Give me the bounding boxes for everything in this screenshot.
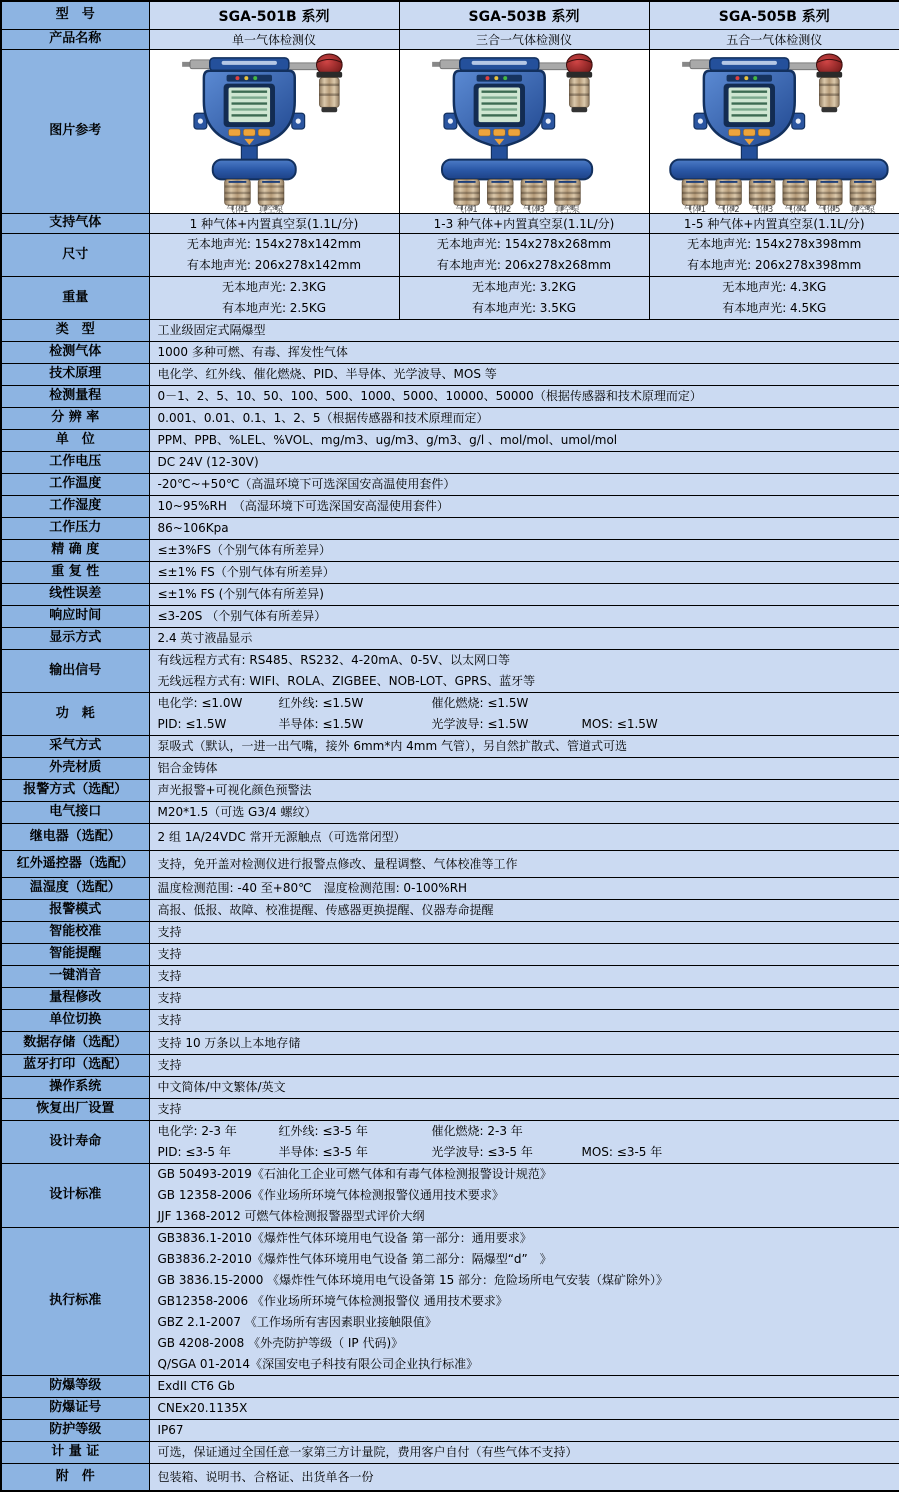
spec-text: 2.4 英寸液晶显示 xyxy=(158,628,892,649)
spec-label-unit-switch: 单位切换 xyxy=(1,1010,149,1032)
spec-text: GB 12358-2006《作业场所环境气体检测报警仪通用技术要求》 xyxy=(158,1185,892,1206)
spec-value-display xyxy=(149,628,899,650)
weight-row-text: 有本地声光: 3.5KG xyxy=(472,298,576,319)
device-neck xyxy=(241,146,257,160)
spec-value-resolution xyxy=(149,408,899,430)
spec-text: 有线远程方式有: RS485、RS232、4-20mA、0-5V、以太网口等 xyxy=(158,650,892,671)
spec-label-temp: 工作温度 xyxy=(1,474,149,496)
weight-row-text: 有本地声光: 4.5KG xyxy=(722,298,826,319)
gas-row-text: 1 种气体+内置真空泵(1.1L/分) xyxy=(150,215,399,232)
spec-value-pressure xyxy=(149,518,899,540)
spec-text: 包装箱、说明书、合格证、出货单各一份 xyxy=(158,1467,892,1488)
spec-text: 温度检测范围: -40 至+80℃ 湿度检测范围: 0-100%RH xyxy=(158,878,892,899)
table-row xyxy=(1,1010,899,1032)
spec-text: 红外线: ≤3-5 年 xyxy=(279,1121,432,1142)
sensor-label: 气体3 xyxy=(522,204,544,213)
size-row-label: 尺寸 xyxy=(1,234,149,277)
spec-text: Q/SGA 01-2014《深国安电子科技有限公司企业执行标准》 xyxy=(158,1354,892,1375)
spec-text: 电化学: ≤1.0W xyxy=(158,693,279,714)
table-row xyxy=(1,1032,899,1055)
model-row-label: 型 号 xyxy=(1,1,149,30)
spec-label-resolution: 分 辨 率 xyxy=(1,408,149,430)
spec-label-mute: 一键消音 xyxy=(1,966,149,988)
spec-value-exec-std xyxy=(149,1228,899,1376)
spec-text: 支持 xyxy=(158,1055,892,1076)
weight-row-text: 有本地声光: 2.5KG xyxy=(222,298,326,319)
table-row xyxy=(1,386,899,408)
table-row xyxy=(1,474,899,496)
spec-text: 支持，免开盖对检测仪进行报警点修改、量程调整、气体校准等工作 xyxy=(158,854,892,875)
spec-text: 1000 多种可燃、有毒、挥发性气体 xyxy=(158,342,892,363)
table-row xyxy=(1,736,899,758)
table-row xyxy=(1,758,899,780)
spec-value-type xyxy=(149,320,899,342)
conduit-fitting-icon xyxy=(182,60,211,69)
weight-row-value xyxy=(149,277,399,320)
table-row xyxy=(1,1121,899,1164)
spec-label-factory-reset: 恢复出厂设置 xyxy=(1,1099,149,1121)
table-row xyxy=(1,988,899,1010)
product-row-value xyxy=(399,30,649,50)
spec-text: 高报、低报、故障、校准提醒、传感器更换提醒、仪器寿命提醒 xyxy=(158,900,892,921)
spec-text: PID: ≤1.5W xyxy=(158,714,279,735)
sensor-label: 气体2 xyxy=(717,204,739,213)
device-image-SGA-505B xyxy=(650,50,898,213)
spec-label-gases: 检测气体 xyxy=(1,342,149,364)
product-row-text: 单一气体检测仪 xyxy=(150,31,399,48)
spec-value-electrical-port xyxy=(149,802,899,824)
device-button xyxy=(258,129,270,136)
device-button xyxy=(728,129,740,136)
spec-text: 中文简体/中文繁体/英文 xyxy=(158,1077,892,1098)
sensor-label: 真空泵 xyxy=(850,204,876,213)
spec-text: ExdII CT6 Gb xyxy=(158,1376,892,1397)
spec-text: 泵吸式（默认，一进一出气嘴，接外 6mm*内 4mm 气管），另自然扩散式、管道式可选 xyxy=(158,736,892,757)
table-row xyxy=(1,518,899,540)
spec-value-alarm-mode xyxy=(149,780,899,802)
conduit-fitting-icon xyxy=(432,60,461,69)
spec-text: -20℃~+50℃（高温环境下可选深国安高温使用套件） xyxy=(158,474,892,495)
spec-value-os xyxy=(149,1077,899,1099)
spec-value-accessories xyxy=(149,1464,899,1492)
sensor-label: 真空泵 xyxy=(258,204,284,213)
spec-value-design-std xyxy=(149,1164,899,1228)
weight-row-value xyxy=(399,277,649,320)
sensor-cylinder xyxy=(258,179,284,213)
spec-label-unit: 单 位 xyxy=(1,430,149,452)
table-row xyxy=(1,1376,899,1398)
gas-row-text: 1-3 种气体+内置真空泵(1.1L/分) xyxy=(400,215,649,232)
spec-text: 声光报警+可视化颜色预警法 xyxy=(158,780,892,801)
table-row xyxy=(1,1055,899,1077)
spec-label-smart-cal: 智能校准 xyxy=(1,922,149,944)
product-row-label: 产品名称 xyxy=(1,30,149,50)
spec-grid-line xyxy=(158,1142,892,1163)
spec-value-smart-remind xyxy=(149,944,899,966)
spec-label-type: 类 型 xyxy=(1,320,149,342)
spec-value-housing xyxy=(149,758,899,780)
spec-text: 86~106Kpa xyxy=(158,518,892,539)
spec-text: ≤±3%FS（个别气体有所差异） xyxy=(158,540,892,561)
table-row xyxy=(1,584,899,606)
detector-head xyxy=(693,58,804,148)
table-row xyxy=(1,1420,899,1442)
spec-text: 半导体: ≤1.5W xyxy=(279,714,432,735)
spec-label-smart-remind: 智能提醒 xyxy=(1,944,149,966)
product-row-value xyxy=(649,30,899,50)
table-row xyxy=(1,824,899,851)
spec-value-relay xyxy=(149,824,899,851)
sensor-manifold xyxy=(212,160,295,180)
spec-value-principle xyxy=(149,364,899,386)
spec-value-unit xyxy=(149,430,899,452)
table-row xyxy=(1,1164,899,1228)
table-row xyxy=(1,878,899,900)
table-row xyxy=(1,277,899,320)
spec-text: GB3836.2-2010《爆炸性气体环境用电气设备 第二部分：隔爆型“d” 》 xyxy=(158,1249,892,1270)
gas-row-text: 1-5 种气体+内置真空泵(1.1L/分) xyxy=(650,215,899,232)
spec-label-ex-grade: 防爆等级 xyxy=(1,1376,149,1398)
spec-value-humidity xyxy=(149,496,899,518)
spec-text: 支持 xyxy=(158,922,892,943)
spec-label-pressure: 工作压力 xyxy=(1,518,149,540)
spec-text: GB 3836.15-2000 《爆炸性气体环境用电气设备第 15 部分：危险场所电气安装（煤矿除外）》 xyxy=(158,1270,892,1291)
spec-value-smart-cal xyxy=(149,922,899,944)
led-strip xyxy=(476,75,521,82)
spec-label-alarm-mode: 报警方式（选配） xyxy=(1,780,149,802)
spec-label-output: 输出信号 xyxy=(1,650,149,693)
spec-text: 支持 xyxy=(158,1099,892,1120)
weight-row-value xyxy=(649,277,899,320)
spec-label-exec-std: 执行标准 xyxy=(1,1228,149,1376)
spec-label-accessories: 附 件 xyxy=(1,1464,149,1492)
spec-label-range: 检测量程 xyxy=(1,386,149,408)
device-button xyxy=(758,129,770,136)
device-image-cell xyxy=(149,50,399,214)
size-row-text: 无本地声光: 154x278x398mm xyxy=(687,234,861,255)
product-row-text: 三合一气体检测仪 xyxy=(400,31,649,48)
size-row-value xyxy=(649,234,899,277)
led-strip xyxy=(226,75,271,82)
table-row xyxy=(1,900,899,922)
table-row xyxy=(1,922,899,944)
spec-text: ≤±1% FS (个别气体有所差异) xyxy=(158,584,892,605)
sensor-label: 气体2 xyxy=(489,204,511,213)
spec-text xyxy=(582,1121,892,1142)
spec-value-output xyxy=(149,650,899,693)
spec-label-temp-humidity: 温湿度（选配） xyxy=(1,878,149,900)
table-row xyxy=(1,693,899,736)
spec-label-alarm-types: 报警模式 xyxy=(1,900,149,922)
device-neck xyxy=(741,146,757,160)
spec-value-storage xyxy=(149,1032,899,1055)
spec-text: MOS: ≤1.5W xyxy=(582,714,892,735)
spec-value-range-modify xyxy=(149,988,899,1010)
spec-text: 电化学: 2-3 年 xyxy=(158,1121,279,1142)
spec-label-ip-grade: 防护等级 xyxy=(1,1420,149,1442)
table-row xyxy=(1,234,899,277)
spec-label-housing: 外壳材质 xyxy=(1,758,149,780)
spec-text: GB 4208-2008 《外壳防护等级（ IP 代码)》 xyxy=(158,1333,892,1354)
gas-row-label: 支持气体 xyxy=(1,214,149,234)
device-button xyxy=(743,129,755,136)
led-strip xyxy=(726,75,771,82)
sensor-manifold xyxy=(442,160,592,180)
model-row-value xyxy=(399,1,649,30)
sensor-cylinder xyxy=(453,179,479,213)
detector-head xyxy=(193,58,304,148)
table-row xyxy=(1,606,899,628)
spec-label-linearity: 线性误差 xyxy=(1,584,149,606)
table-row xyxy=(1,1442,899,1464)
spec-text: 光学波导: ≤3-5 年 xyxy=(432,1142,582,1163)
image-row-label: 图片参考 xyxy=(1,50,149,214)
spec-value-factory-reset xyxy=(149,1099,899,1121)
model-row-value xyxy=(149,1,399,30)
device-button xyxy=(493,129,505,136)
spec-label-electrical-port: 电气接口 xyxy=(1,802,149,824)
spec-text: PID: ≤3-5 年 xyxy=(158,1142,279,1163)
spec-value-response xyxy=(149,606,899,628)
spec-text: 铝合金铸体 xyxy=(158,758,892,779)
device-image-SGA-501B xyxy=(150,50,398,213)
table-row xyxy=(1,496,899,518)
spec-text: 催化燃烧: 2-3 年 xyxy=(432,1121,582,1142)
size-row-value xyxy=(399,234,649,277)
spec-text: GBZ 2.1-2007 《工作场所有害因素职业接触限值》 xyxy=(158,1312,892,1333)
device-image-SGA-503B xyxy=(400,50,648,213)
table-row xyxy=(1,1099,899,1121)
sensor-label: 气体1 xyxy=(683,204,705,213)
spec-text: ≤3-20S （个别气体有所差异） xyxy=(158,606,892,627)
spec-text: IP67 xyxy=(158,1420,892,1441)
spec-label-display: 显示方式 xyxy=(1,628,149,650)
spec-text: MOS: ≤3-5 年 xyxy=(582,1142,892,1163)
spec-label-bt-print: 蓝牙打印（选配） xyxy=(1,1055,149,1077)
spec-text: 光学波导: ≤1.5W xyxy=(432,714,582,735)
spec-label-voltage: 工作电压 xyxy=(1,452,149,474)
spec-label-relay: 继电器（选配） xyxy=(1,824,149,851)
table-row xyxy=(1,562,899,584)
spec-label-remote: 红外遥控器（选配） xyxy=(1,851,149,878)
spec-value-temp xyxy=(149,474,899,496)
spec-label-range-modify: 量程修改 xyxy=(1,988,149,1010)
table-row xyxy=(1,628,899,650)
detector-head xyxy=(443,58,554,148)
spec-text: 支持 xyxy=(158,988,892,1009)
spec-value-repeatability xyxy=(149,562,899,584)
spec-value-linearity xyxy=(149,584,899,606)
spec-text: GB3836.1-2010《爆炸性气体环境用电气设备 第一部分：通用要求》 xyxy=(158,1228,892,1249)
sensor-cylinder xyxy=(554,179,580,213)
spec-text xyxy=(582,693,892,714)
spec-label-principle: 技术原理 xyxy=(1,364,149,386)
spec-value-range xyxy=(149,386,899,408)
spec-label-power: 功 耗 xyxy=(1,693,149,736)
spec-text: 红外线: ≤1.5W xyxy=(279,693,432,714)
spec-label-ex-cert: 防爆证号 xyxy=(1,1398,149,1420)
table-row xyxy=(1,1,899,30)
sensor-label: 真空泵 xyxy=(554,204,580,213)
size-row-text: 无本地声光: 154x278x142mm xyxy=(187,234,361,255)
sensor-cylinder xyxy=(850,179,876,213)
spec-value-bt-print xyxy=(149,1055,899,1077)
device-neck xyxy=(491,146,507,160)
product-row-text: 五合一气体检测仪 xyxy=(650,31,899,48)
sensor-label: 气体1 xyxy=(455,204,477,213)
spec-value-mute xyxy=(149,966,899,988)
weight-row-text: 无本地声光: 4.3KG xyxy=(722,277,826,298)
spec-text: M20*1.5（可选 G3/4 螺纹） xyxy=(158,802,892,823)
model-row-text: SGA-503B 系列 xyxy=(400,6,649,26)
sensor-cylinder xyxy=(816,179,842,213)
table-row xyxy=(1,30,899,50)
spec-text: 10~95%RH （高湿环境下可选深国安高湿使用套件） xyxy=(158,496,892,517)
weight-row-text: 无本地声光: 3.2KG xyxy=(472,277,576,298)
device-button xyxy=(508,129,520,136)
table-row xyxy=(1,780,899,802)
spec-text: 工业级固定式隔爆型 xyxy=(158,320,892,341)
spec-value-gases xyxy=(149,342,899,364)
gas-row-value xyxy=(649,214,899,234)
device-button xyxy=(228,129,240,136)
weight-row-text: 无本地声光: 2.3KG xyxy=(222,277,326,298)
spec-grid-line xyxy=(158,693,892,714)
spec-value-design-life xyxy=(149,1121,899,1164)
sensor-cylinder xyxy=(749,179,775,213)
spec-value-accuracy xyxy=(149,540,899,562)
table-row xyxy=(1,430,899,452)
spec-label-sampling: 采气方式 xyxy=(1,736,149,758)
table-row xyxy=(1,1464,899,1492)
spec-value-ex-grade xyxy=(149,1376,899,1398)
size-row-value xyxy=(149,234,399,277)
spec-label-response: 响应时间 xyxy=(1,606,149,628)
spec-label-design-life: 设计寿命 xyxy=(1,1121,149,1164)
gas-row-value xyxy=(149,214,399,234)
spec-value-metrology xyxy=(149,1442,899,1464)
table-row xyxy=(1,944,899,966)
spec-text: 支持 10 万条以上本地存储 xyxy=(158,1033,892,1054)
table-row xyxy=(1,966,899,988)
spec-value-power xyxy=(149,693,899,736)
sensor-label: 气体4 xyxy=(784,204,806,213)
spec-label-repeatability: 重 复 性 xyxy=(1,562,149,584)
table-row xyxy=(1,1398,899,1420)
device-image-cell xyxy=(649,50,899,214)
spec-value-ip-grade xyxy=(149,1420,899,1442)
sensor-manifold xyxy=(670,160,887,180)
weight-row-label: 重量 xyxy=(1,277,149,320)
table-row xyxy=(1,452,899,474)
spec-text: 可选，保证通过全国任意一家第三方计量院，费用客户自付（有些气体不支持） xyxy=(158,1442,892,1463)
spec-text: 2 组 1A/24VDC 常开无源触点（可选常闭型） xyxy=(158,827,892,848)
size-row-text: 有本地声光: 206x278x398mm xyxy=(687,255,861,276)
table-row xyxy=(1,342,899,364)
spec-text: 电化学、红外线、催化燃烧、PID、半导体、光学波导、MOS 等 xyxy=(158,364,892,385)
table-row xyxy=(1,1077,899,1099)
spec-text: 无线远程方式有: WIFI、ROLA、ZIGBEE、NOB-LOT、GPRS、蓝牙等 xyxy=(158,671,892,692)
table-row xyxy=(1,1228,899,1376)
device-image-cell xyxy=(399,50,649,214)
sensor-label: 气体1 xyxy=(226,204,248,213)
spec-text: 支持 xyxy=(158,944,892,965)
spec-text: 支持 xyxy=(158,966,892,987)
size-row-text: 有本地声光: 206x278x268mm xyxy=(437,255,611,276)
model-row-value xyxy=(649,1,899,30)
spec-label-storage: 数据存储（选配） xyxy=(1,1032,149,1055)
table-row xyxy=(1,214,899,234)
spec-text: PPM、PPB、%LEL、%VOL、mg/m3、ug/m3、g/m3、g/l 、mol/mol、umol/mol xyxy=(158,430,892,451)
spec-text: CNEx20.1135X xyxy=(158,1398,892,1419)
spec-value-alarm-types xyxy=(149,900,899,922)
sensor-cylinder xyxy=(224,179,250,213)
spec-text: DC 24V (12-30V) xyxy=(158,452,892,473)
product-row-value xyxy=(149,30,399,50)
spec-text: 催化燃烧: ≤1.5W xyxy=(432,693,582,714)
spec-text: GB12358-2006 《作业场所环境气体检测报警仪 通用技术要求》 xyxy=(158,1291,892,1312)
spec-grid-line xyxy=(158,1121,892,1142)
spec-text: 0.001、0.01、0.1、1、2、5（根据传感器和技术原理而定） xyxy=(158,408,892,429)
spec-label-os: 操作系统 xyxy=(1,1077,149,1099)
spec-text: 支持 xyxy=(158,1010,892,1031)
spec-value-temp-humidity xyxy=(149,878,899,900)
spec-text: 半导体: ≤3-5 年 xyxy=(279,1142,432,1163)
table-row xyxy=(1,802,899,824)
spec-value-voltage xyxy=(149,452,899,474)
spec-text: JJF 1368-2012 可燃气体检测报警器型式评价大纲 xyxy=(158,1206,892,1227)
spec-grid-line xyxy=(158,714,892,735)
table-row xyxy=(1,320,899,342)
sensor-label: 气体3 xyxy=(751,204,773,213)
table-row xyxy=(1,50,899,214)
size-row-text: 有本地声光: 206x278x142mm xyxy=(187,255,361,276)
conduit-fitting-icon xyxy=(682,60,711,69)
model-row-text: SGA-501B 系列 xyxy=(150,6,399,26)
table-row xyxy=(1,408,899,430)
spec-label-design-std: 设计标准 xyxy=(1,1164,149,1228)
table-row xyxy=(1,540,899,562)
sensor-cylinder xyxy=(487,179,513,213)
sensor-cylinder xyxy=(715,179,741,213)
device-button xyxy=(478,129,490,136)
spec-value-sampling xyxy=(149,736,899,758)
device-button xyxy=(243,129,255,136)
spec-text: 0－1、2、5、10、50、100、500、1000、5000、10000、50000（根据传感器和技术原理而定） xyxy=(158,386,892,407)
sensor-cylinder xyxy=(782,179,808,213)
sensor-label: 气体5 xyxy=(818,204,840,213)
spec-text: ≤±1% FS（个别气体有所差异） xyxy=(158,562,892,583)
spec-value-unit-switch xyxy=(149,1010,899,1032)
model-row-text: SGA-505B 系列 xyxy=(650,6,899,26)
spec-value-ex-cert xyxy=(149,1398,899,1420)
table-row xyxy=(1,650,899,693)
spec-value-remote xyxy=(149,851,899,878)
sensor-cylinder xyxy=(521,179,547,213)
spec-label-metrology: 计 量 证 xyxy=(1,1442,149,1464)
table-row xyxy=(1,364,899,386)
table-row xyxy=(1,851,899,878)
sensor-cylinder xyxy=(682,179,708,213)
spec-text: GB 50493-2019《石油化工企业可燃气体和有毒气体检测报警设计规范》 xyxy=(158,1164,892,1185)
spec-label-humidity: 工作湿度 xyxy=(1,496,149,518)
gas-row-value xyxy=(399,214,649,234)
size-row-text: 无本地声光: 154x278x268mm xyxy=(437,234,611,255)
spec-label-accuracy: 精 确 度 xyxy=(1,540,149,562)
